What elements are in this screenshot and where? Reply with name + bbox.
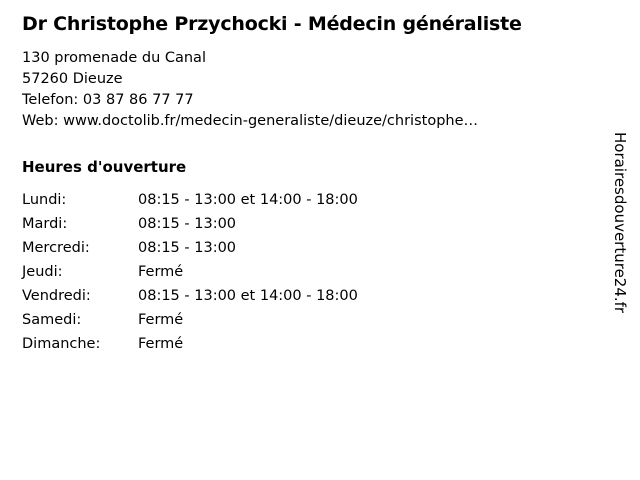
- phone-number: Telefon: 03 87 86 77 77: [22, 92, 194, 108]
- table-row: [22, 334, 358, 358]
- day-label: Samedi:: [22, 312, 82, 328]
- watermark-brand: Horairesdouverture24.fr: [611, 132, 629, 314]
- day-label: Jeudi:: [22, 264, 63, 280]
- table-row: [22, 190, 358, 214]
- day-hours: 08:15 - 13:00: [138, 240, 237, 256]
- opening-hours-heading: Heures d'ouverture: [22, 158, 187, 176]
- table-row: [22, 286, 358, 310]
- day-hours: 08:15 - 13:00: [138, 216, 237, 232]
- day-hours: Fermé: [138, 336, 184, 352]
- table-row: [22, 310, 358, 334]
- day-label: Mercredi:: [22, 240, 90, 256]
- address-city: 57260 Dieuze: [22, 71, 123, 87]
- day-label: Mardi:: [22, 216, 68, 232]
- day-hours: 08:15 - 13:00 et 14:00 - 18:00: [138, 288, 358, 304]
- website-url: Web: www.doctolib.fr/medecin-generaliste/dieuze/christophe…: [22, 113, 479, 129]
- business-info-block: [22, 12, 582, 358]
- page-title: Dr Christophe Przychocki - Médecin généraliste: [22, 13, 522, 35]
- day-hours: 08:15 - 13:00 et 14:00 - 18:00: [138, 192, 358, 208]
- table-row: [22, 262, 358, 286]
- opening-hours-table: [22, 190, 358, 358]
- address-street: 130 promenade du Canal: [22, 50, 206, 66]
- day-hours: Fermé: [138, 312, 184, 328]
- day-label: Vendredi:: [22, 288, 91, 304]
- day-label: Dimanche:: [22, 336, 101, 352]
- table-row: [22, 238, 358, 262]
- table-row: [22, 214, 358, 238]
- day-label: Lundi:: [22, 192, 67, 208]
- day-hours: Fermé: [138, 264, 184, 280]
